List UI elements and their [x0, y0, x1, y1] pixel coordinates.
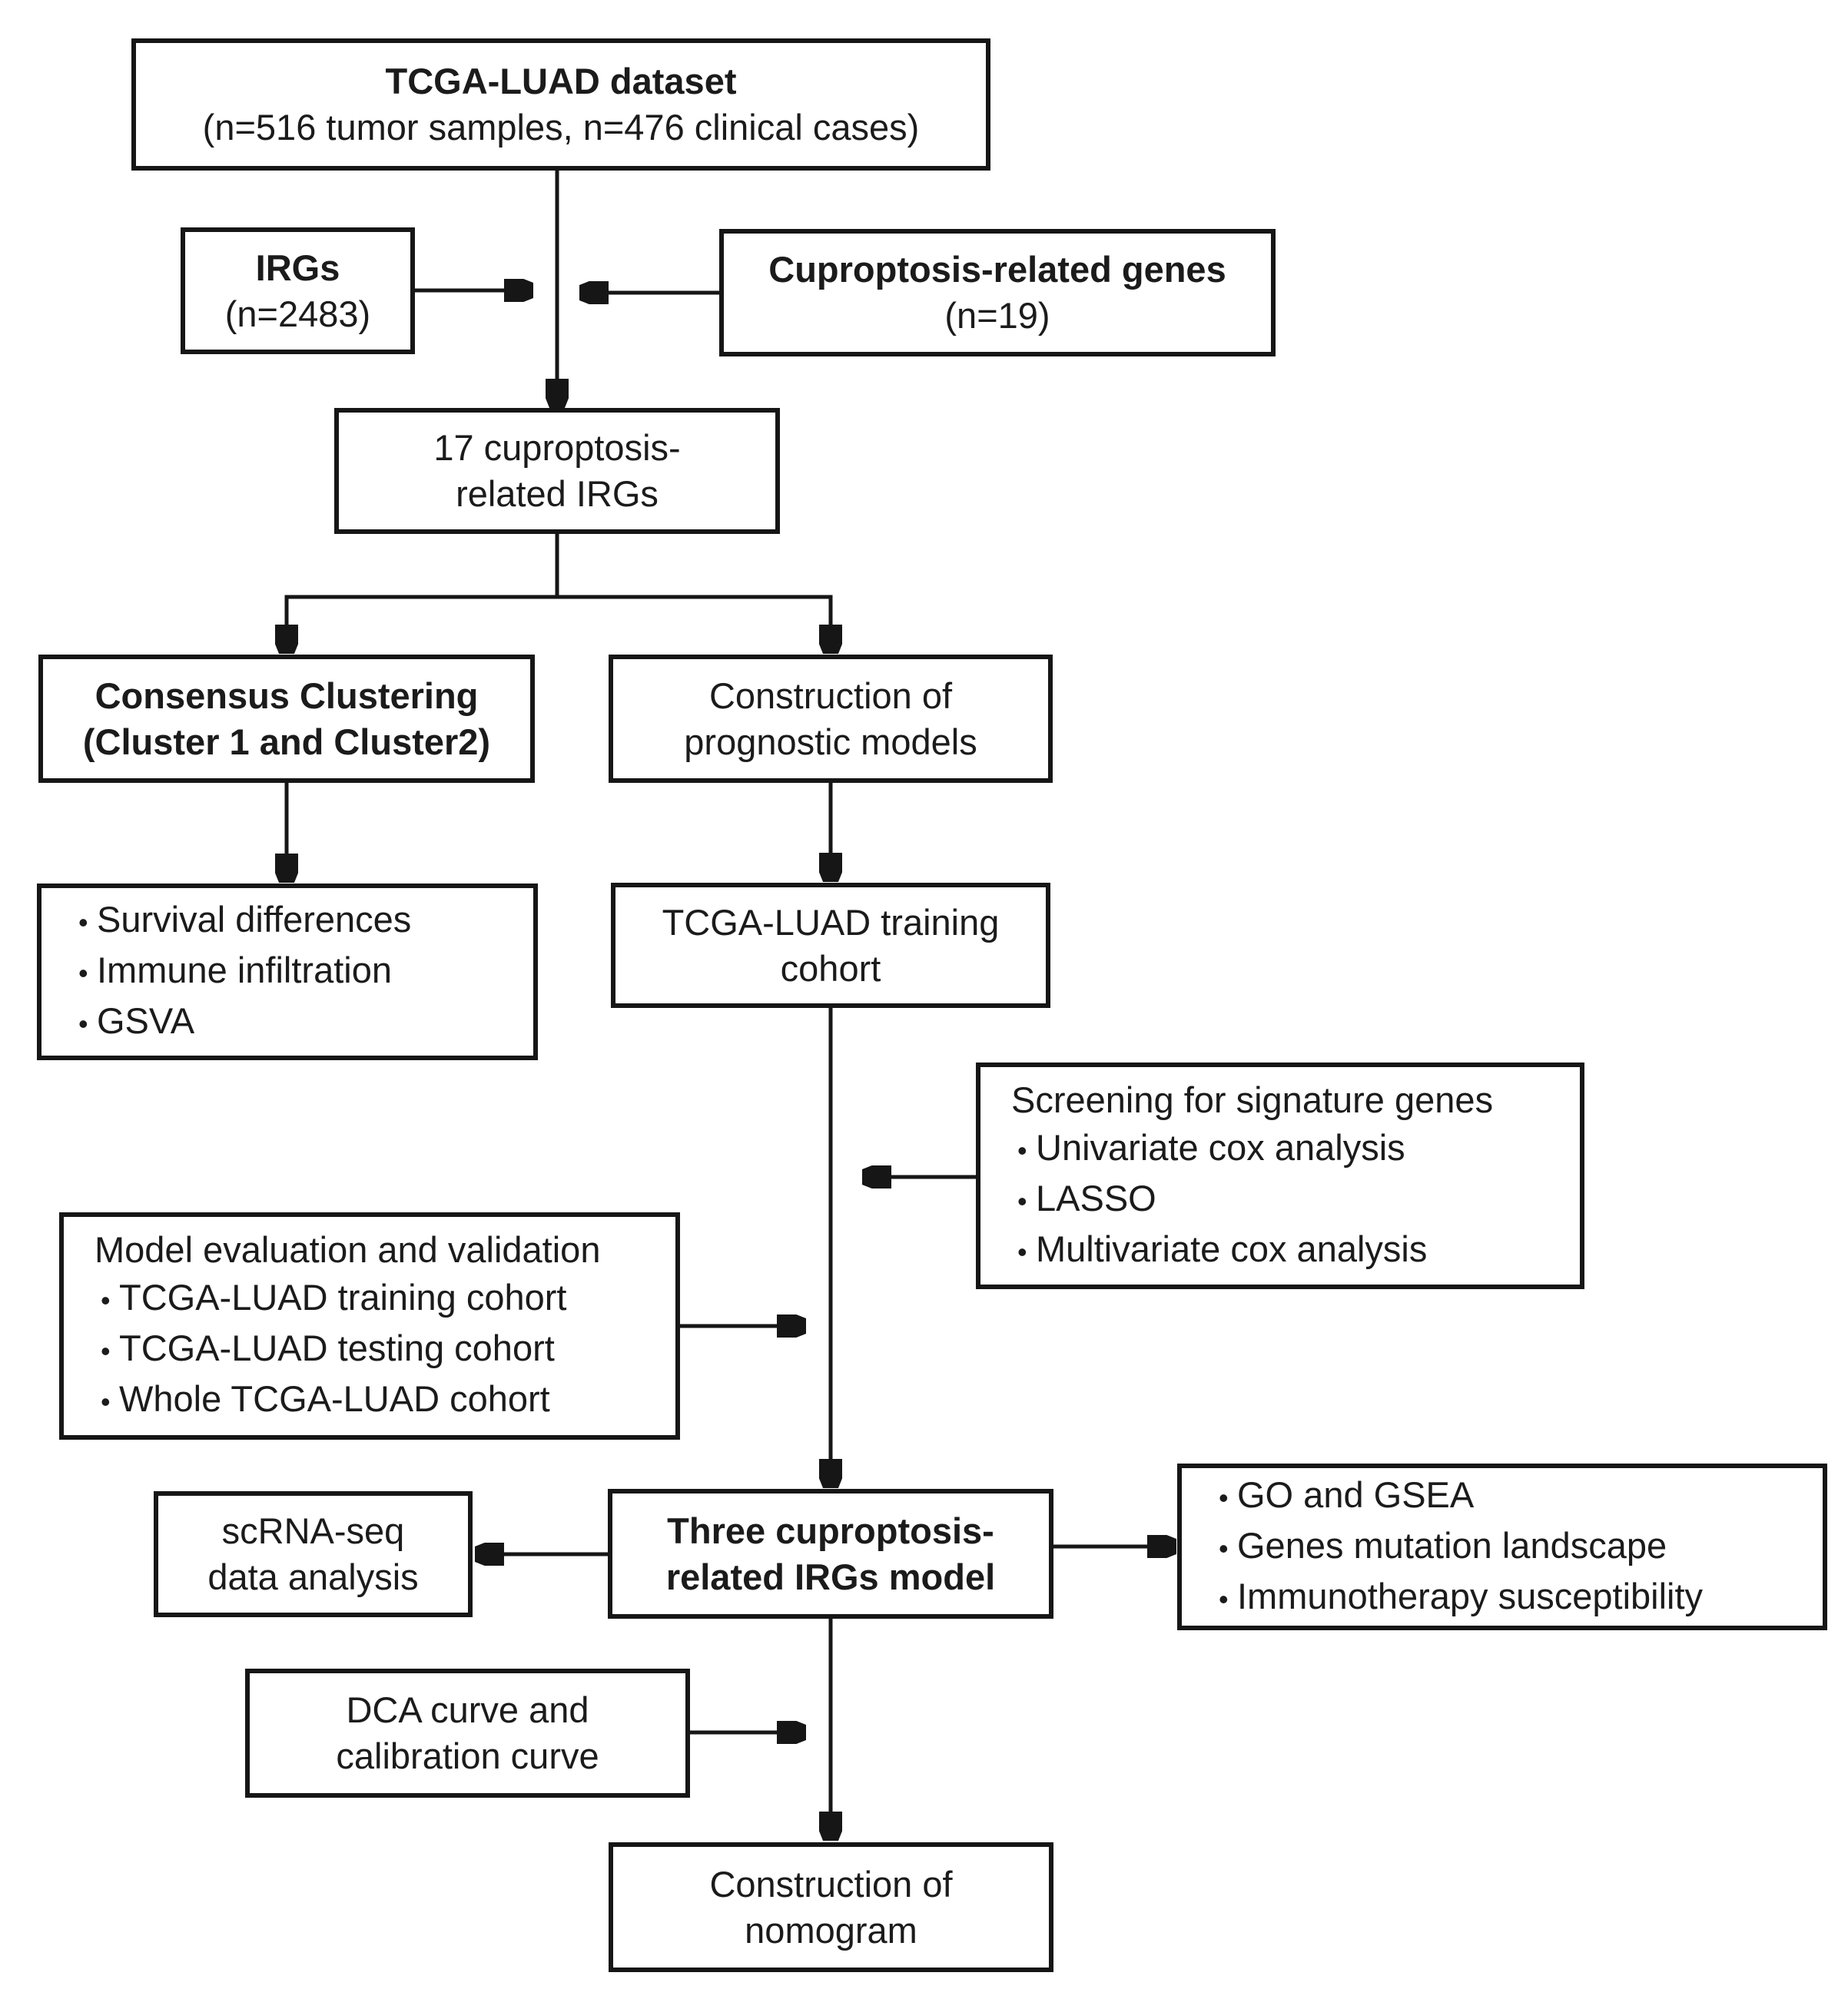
bullet-icon: • — [1219, 1583, 1229, 1615]
list-item — [41, 896, 533, 946]
scrna-line2: data analysis — [207, 1556, 419, 1597]
node-scrna-seq — [154, 1491, 473, 1617]
bullet-icon: • — [78, 957, 88, 989]
bullet-icon: • — [78, 907, 88, 938]
node-training-cohort — [611, 883, 1050, 1008]
list-item-label: Genes mutation landscape — [1237, 1524, 1667, 1566]
prognostic-line1: Construction of — [708, 675, 953, 716]
list-item — [980, 1225, 1580, 1276]
list-item — [64, 1274, 675, 1324]
node-prognostic-models — [609, 655, 1053, 783]
node-dca-calibration — [245, 1669, 690, 1798]
evaluation-header: Model evaluation and validation — [95, 1229, 601, 1270]
evaluation-list — [64, 1274, 675, 1426]
list-item-label: Multivariate cox analysis — [1036, 1228, 1428, 1269]
node-model-evaluation — [59, 1212, 680, 1440]
node-tcga-luad-dataset — [131, 38, 990, 171]
list-item — [64, 1375, 675, 1426]
bullet-icon: • — [1017, 1134, 1027, 1166]
list-item-label: TCGA-LUAD testing cohort — [119, 1328, 555, 1368]
node-17-cuproptosis-irgs — [334, 408, 780, 534]
cuproptosis-genes-subtitle: (n=19) — [944, 295, 1050, 336]
dataset-subtitle: (n=516 tumor samples, n=476 clinical cases) — [202, 107, 920, 148]
node-three-irgs-model — [608, 1489, 1053, 1619]
list-item-label: GO and GSEA — [1237, 1474, 1475, 1515]
model-line1: Three cuproptosis- — [667, 1510, 994, 1551]
list-item-label: Univariate cox analysis — [1036, 1126, 1405, 1168]
irgs-title: IRGs — [255, 247, 340, 288]
node-downstream-analyses — [1177, 1464, 1827, 1630]
nomogram-line2: nomogram — [745, 1909, 917, 1951]
list-item-label: Immunotherapy susceptibility — [1237, 1575, 1704, 1616]
list-item — [1182, 1522, 1823, 1573]
dca-line1: DCA curve and — [346, 1689, 589, 1730]
prognostic-line2: prognostic models — [684, 721, 977, 762]
screening-list — [980, 1124, 1580, 1276]
bullet-icon: • — [1017, 1185, 1027, 1217]
bullet-icon: • — [101, 1335, 111, 1367]
list-item — [64, 1324, 675, 1375]
node-consensus-clustering — [38, 655, 535, 783]
bullet-icon: • — [1219, 1532, 1229, 1564]
bullet-icon: • — [1219, 1481, 1229, 1513]
list-item — [1182, 1471, 1823, 1522]
arrow-split-to-consensus-and-prognostic — [287, 597, 831, 649]
screening-header: Screening for signature genes — [1011, 1079, 1494, 1120]
model-line2: related IRGs model — [665, 1556, 996, 1597]
list-item-label: GSVA — [97, 1000, 195, 1041]
nomogram-line1: Construction of — [709, 1863, 953, 1905]
bullet-icon: • — [101, 1285, 111, 1316]
node-cuproptosis-genes — [719, 229, 1276, 356]
dca-line2: calibration curve — [336, 1735, 599, 1776]
consensus-line1: Consensus Clustering — [95, 675, 479, 716]
node-cluster-analyses — [37, 883, 538, 1060]
list-item — [1182, 1573, 1823, 1623]
list-item-label: Immune infiltration — [97, 950, 392, 990]
consensus-line2: (Cluster 1 and Cluster2) — [82, 721, 491, 762]
list-item — [41, 946, 533, 997]
scrna-line1: scRNA-seq — [221, 1510, 405, 1551]
list-item-label: Survival differences — [97, 899, 412, 940]
node-nomogram — [609, 1842, 1053, 1972]
list-item-label: TCGA-LUAD training cohort — [119, 1277, 567, 1318]
irgs17-line1: 17 cuproptosis- — [433, 427, 681, 468]
bullet-icon: • — [1017, 1235, 1027, 1268]
list-item — [41, 997, 533, 1048]
training-line1: TCGA-LUAD training — [662, 901, 1000, 943]
bullet-icon: • — [101, 1386, 111, 1417]
downstream-list — [1182, 1471, 1823, 1623]
list-item-label: Whole TCGA-LUAD cohort — [119, 1378, 550, 1419]
cluster-analyses-list — [41, 896, 533, 1048]
list-item — [980, 1175, 1580, 1225]
node-irgs — [181, 227, 415, 354]
dataset-title: TCGA-LUAD dataset — [385, 61, 737, 101]
cuproptosis-genes-title: Cuproptosis-related genes — [768, 249, 1226, 290]
irgs-subtitle: (n=2483) — [224, 293, 371, 334]
node-screening-signature-genes — [976, 1063, 1584, 1289]
training-line2: cohort — [780, 947, 881, 989]
list-item — [980, 1124, 1580, 1175]
bullet-icon: • — [78, 1008, 88, 1039]
irgs17-line2: related IRGs — [456, 473, 659, 514]
list-item-label: LASSO — [1036, 1177, 1156, 1218]
